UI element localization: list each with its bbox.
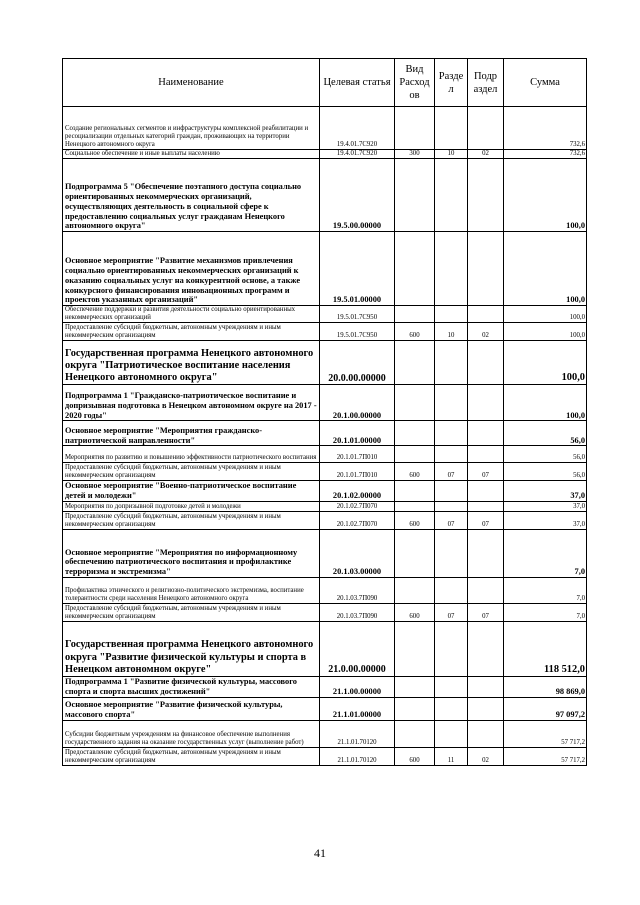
table-header-row bbox=[63, 59, 587, 107]
row-subsection bbox=[468, 530, 504, 578]
row-target-article: 20.1.03.00000 bbox=[320, 530, 395, 578]
row-name: Предоставление субсидий бюджетным, автономным учреждениям и иным некоммерческим организациям bbox=[63, 323, 320, 341]
row-sum: 100,0 bbox=[504, 385, 587, 421]
table-row bbox=[63, 512, 587, 530]
row-subsection bbox=[468, 341, 504, 385]
row-target-article: 21.1.01.70120 bbox=[320, 748, 395, 766]
row-target-article: 20.1.00.00000 bbox=[320, 385, 395, 421]
row-section bbox=[435, 421, 468, 446]
row-section bbox=[435, 530, 468, 578]
row-name: Основное мероприятие "Мероприятия по информационному обеспечению патриотического воспитания и профилактике терроризма и экстремизма" bbox=[63, 530, 320, 578]
row-sum: 57 717,2 bbox=[504, 721, 587, 748]
header-sum: Сумма bbox=[504, 59, 587, 107]
row-section bbox=[435, 306, 468, 323]
row-section: 07 bbox=[435, 512, 468, 530]
budget-table-sheet bbox=[62, 58, 586, 766]
row-subsection bbox=[468, 107, 504, 150]
table-row bbox=[63, 748, 587, 766]
row-sum: 7,0 bbox=[504, 604, 587, 622]
row-name: Государственная программа Ненецкого автономного округа "Патриотическое воспитание населения Ненецкого автономного округа" bbox=[63, 341, 320, 385]
table-row bbox=[63, 306, 587, 323]
row-name: Основное мероприятие "Военно-патриотическое воспитание детей и молодежи" bbox=[63, 481, 320, 502]
row-section bbox=[435, 107, 468, 150]
row-section bbox=[435, 385, 468, 421]
row-name: Субсидии бюджетным учреждениям на финансовое обеспечение выполнения государственного задания на оказание государственных услуг (выполнение работ) bbox=[63, 721, 320, 748]
row-name: Социальное обеспечение и иные выплаты населению bbox=[63, 150, 320, 159]
row-sum: 100,0 bbox=[504, 306, 587, 323]
row-subsection bbox=[468, 721, 504, 748]
row-sum: 56,0 bbox=[504, 421, 587, 446]
page-number: 41 bbox=[314, 846, 326, 860]
row-target-article: 19.5.00.00000 bbox=[320, 159, 395, 232]
table-row bbox=[63, 323, 587, 341]
row-expense-type: 300 bbox=[395, 150, 435, 159]
row-expense-type bbox=[395, 677, 435, 698]
row-section: 07 bbox=[435, 604, 468, 622]
table-row bbox=[63, 107, 587, 150]
budget-table bbox=[62, 58, 587, 766]
row-expense-type: 600 bbox=[395, 463, 435, 481]
row-subsection bbox=[468, 698, 504, 721]
row-name: Мероприятия по развитию и повышению эффективности патриотического воспитания bbox=[63, 446, 320, 463]
row-subsection bbox=[468, 385, 504, 421]
row-expense-type: 600 bbox=[395, 323, 435, 341]
table-row bbox=[63, 446, 587, 463]
table-row bbox=[63, 622, 587, 677]
row-expense-type bbox=[395, 159, 435, 232]
row-target-article: 20.1.01.00000 bbox=[320, 421, 395, 446]
row-name: Основное мероприятие "Развитие физической культуры, массового спорта" bbox=[63, 698, 320, 721]
row-subsection bbox=[468, 159, 504, 232]
row-expense-type bbox=[395, 721, 435, 748]
row-sum: 7,0 bbox=[504, 530, 587, 578]
row-expense-type bbox=[395, 622, 435, 677]
row-expense-type bbox=[395, 698, 435, 721]
row-section: 07 bbox=[435, 463, 468, 481]
row-expense-type bbox=[395, 446, 435, 463]
row-target-article: 19.4.01.7С920 bbox=[320, 150, 395, 159]
row-target-article: 21.0.00.00000 bbox=[320, 622, 395, 677]
table-row bbox=[63, 385, 587, 421]
row-expense-type: 600 bbox=[395, 748, 435, 766]
table-row bbox=[63, 150, 587, 159]
row-sum: 732,6 bbox=[504, 107, 587, 150]
row-sum: 37,0 bbox=[504, 481, 587, 502]
row-target-article: 20.1.02.00000 bbox=[320, 481, 395, 502]
row-subsection bbox=[468, 421, 504, 446]
table-row bbox=[63, 530, 587, 578]
row-section bbox=[435, 721, 468, 748]
row-expense-type bbox=[395, 530, 435, 578]
table-row bbox=[63, 578, 587, 604]
row-name: Обеспечение поддержки и развития деятельности социально ориентированных некоммерческих организаций bbox=[63, 306, 320, 323]
row-target-article: 20.1.02.7П070 bbox=[320, 502, 395, 512]
row-target-article: 20.1.03.7П090 bbox=[320, 578, 395, 604]
row-name: Государственная программа Ненецкого автономного округа "Развитие физической культуры и спорта в Ненецком автономном округе" bbox=[63, 622, 320, 677]
row-section bbox=[435, 232, 468, 306]
row-sum: 100,0 bbox=[504, 341, 587, 385]
row-section bbox=[435, 446, 468, 463]
row-subsection bbox=[468, 622, 504, 677]
row-name: Предоставление субсидий бюджетным, автономным учреждениям и иным некоммерческим организациям bbox=[63, 748, 320, 766]
row-expense-type bbox=[395, 341, 435, 385]
row-name: Основное мероприятие "Развитие механизмов привлечения социально ориентированных некоммерческих организаций к оказанию социальных услуг на конкурентной основе, а также конкурсного финансирования инновационных программ и проектов указанных организаций" bbox=[63, 232, 320, 306]
header-name: Наименование bbox=[63, 59, 320, 107]
row-subsection: 07 bbox=[468, 463, 504, 481]
row-name: Подпрограмма 1 "Гражданско-патриотическое воспитание и допризывная подготовка в Ненецком автономном округе на 2017 - 2020 годы" bbox=[63, 385, 320, 421]
row-subsection bbox=[468, 502, 504, 512]
row-target-article: 21.1.01.00000 bbox=[320, 698, 395, 721]
row-expense-type bbox=[395, 421, 435, 446]
table-row bbox=[63, 677, 587, 698]
header-expense-type: Вид Расход ов bbox=[395, 59, 435, 107]
row-subsection: 02 bbox=[468, 150, 504, 159]
row-subsection: 07 bbox=[468, 604, 504, 622]
row-name: Мероприятия по допризывной подготовке детей и молодежи bbox=[63, 502, 320, 512]
table-body bbox=[63, 107, 587, 766]
row-sum: 57 717,2 bbox=[504, 748, 587, 766]
row-expense-type bbox=[395, 502, 435, 512]
row-expense-type: 600 bbox=[395, 512, 435, 530]
row-sum: 100,0 bbox=[504, 159, 587, 232]
row-sum: 732,6 bbox=[504, 150, 587, 159]
row-name: Предоставление субсидий бюджетным, автономным учреждениям и иным некоммерческим организациям bbox=[63, 463, 320, 481]
row-target-article: 19.5.01.7С950 bbox=[320, 323, 395, 341]
header-target-article: Целевая статья bbox=[320, 59, 395, 107]
row-sum: 97 097,2 bbox=[504, 698, 587, 721]
row-target-article: 19.5.01.00000 bbox=[320, 232, 395, 306]
row-section bbox=[435, 159, 468, 232]
row-target-article: 20.1.02.7П070 bbox=[320, 512, 395, 530]
row-name: Подпрограмма 1 "Развитие физической культуры, массового спорта и спорта высших достижений" bbox=[63, 677, 320, 698]
row-section bbox=[435, 481, 468, 502]
row-section: 11 bbox=[435, 748, 468, 766]
row-name: Создание региональных сегментов и инфраструктуры комплексной реабилитации и ресоциализации отдельных категорий граждан, проживающих на территории Ненецкого автономного округа bbox=[63, 107, 320, 150]
table-row bbox=[63, 502, 587, 512]
row-expense-type bbox=[395, 481, 435, 502]
table-row bbox=[63, 604, 587, 622]
row-section bbox=[435, 677, 468, 698]
row-sum: 100,0 bbox=[504, 232, 587, 306]
row-subsection bbox=[468, 481, 504, 502]
row-target-article: 21.1.00.00000 bbox=[320, 677, 395, 698]
row-name: Предоставление субсидий бюджетным, автономным учреждениям и иным некоммерческим организациям bbox=[63, 604, 320, 622]
row-name: Профилактика этнического и религиозно-политического экстремизма, воспитание толерантности среди населения Ненецкого автономного округа bbox=[63, 578, 320, 604]
row-section bbox=[435, 622, 468, 677]
table-row bbox=[63, 341, 587, 385]
table-row bbox=[63, 721, 587, 748]
row-subsection bbox=[468, 306, 504, 323]
row-sum: 37,0 bbox=[504, 512, 587, 530]
row-sum: 7,0 bbox=[504, 578, 587, 604]
row-sum: 56,0 bbox=[504, 446, 587, 463]
table-row bbox=[63, 421, 587, 446]
table-row bbox=[63, 481, 587, 502]
table-row bbox=[63, 463, 587, 481]
row-target-article: 20.1.01.7П010 bbox=[320, 463, 395, 481]
row-expense-type bbox=[395, 578, 435, 604]
row-subsection bbox=[468, 677, 504, 698]
row-section: 10 bbox=[435, 323, 468, 341]
table-row bbox=[63, 159, 587, 232]
row-sum: 118 512,0 bbox=[504, 622, 587, 677]
row-name: Подпрограмма 5 "Обеспечение поэтапного доступа социально ориентированных некоммерческих организаций, осуществляющих деятельность в социальной сфере к предоставлению социальных услуг гражданам Ненецкого автономного округа" bbox=[63, 159, 320, 232]
header-section: Разде л bbox=[435, 59, 468, 107]
row-subsection bbox=[468, 232, 504, 306]
table-row bbox=[63, 232, 587, 306]
row-sum: 56,0 bbox=[504, 463, 587, 481]
row-section: 10 bbox=[435, 150, 468, 159]
row-subsection: 02 bbox=[468, 748, 504, 766]
row-expense-type: 600 bbox=[395, 604, 435, 622]
row-target-article: 20.1.01.7П010 bbox=[320, 446, 395, 463]
row-target-article: 21.1.01.70120 bbox=[320, 721, 395, 748]
row-subsection: 07 bbox=[468, 512, 504, 530]
row-sum: 37,0 bbox=[504, 502, 587, 512]
row-target-article: 20.0.00.00000 bbox=[320, 341, 395, 385]
row-target-article: 19.5.01.7С950 bbox=[320, 306, 395, 323]
row-subsection bbox=[468, 446, 504, 463]
row-sum: 98 869,0 bbox=[504, 677, 587, 698]
row-section bbox=[435, 698, 468, 721]
row-target-article: 19.4.01.7С920 bbox=[320, 107, 395, 150]
row-subsection bbox=[468, 578, 504, 604]
row-sum: 100,0 bbox=[504, 323, 587, 341]
row-expense-type bbox=[395, 232, 435, 306]
row-section bbox=[435, 341, 468, 385]
row-expense-type bbox=[395, 385, 435, 421]
row-subsection: 02 bbox=[468, 323, 504, 341]
row-expense-type bbox=[395, 107, 435, 150]
row-target-article: 20.1.03.7П090 bbox=[320, 604, 395, 622]
row-name: Основное мероприятие "Мероприятия гражданско-патриотической направленности" bbox=[63, 421, 320, 446]
row-section bbox=[435, 578, 468, 604]
row-expense-type bbox=[395, 306, 435, 323]
row-section bbox=[435, 502, 468, 512]
row-name: Предоставление субсидий бюджетным, автономным учреждениям и иным некоммерческим организациям bbox=[63, 512, 320, 530]
header-subsection: Подр аздел bbox=[468, 59, 504, 107]
table-row bbox=[63, 698, 587, 721]
